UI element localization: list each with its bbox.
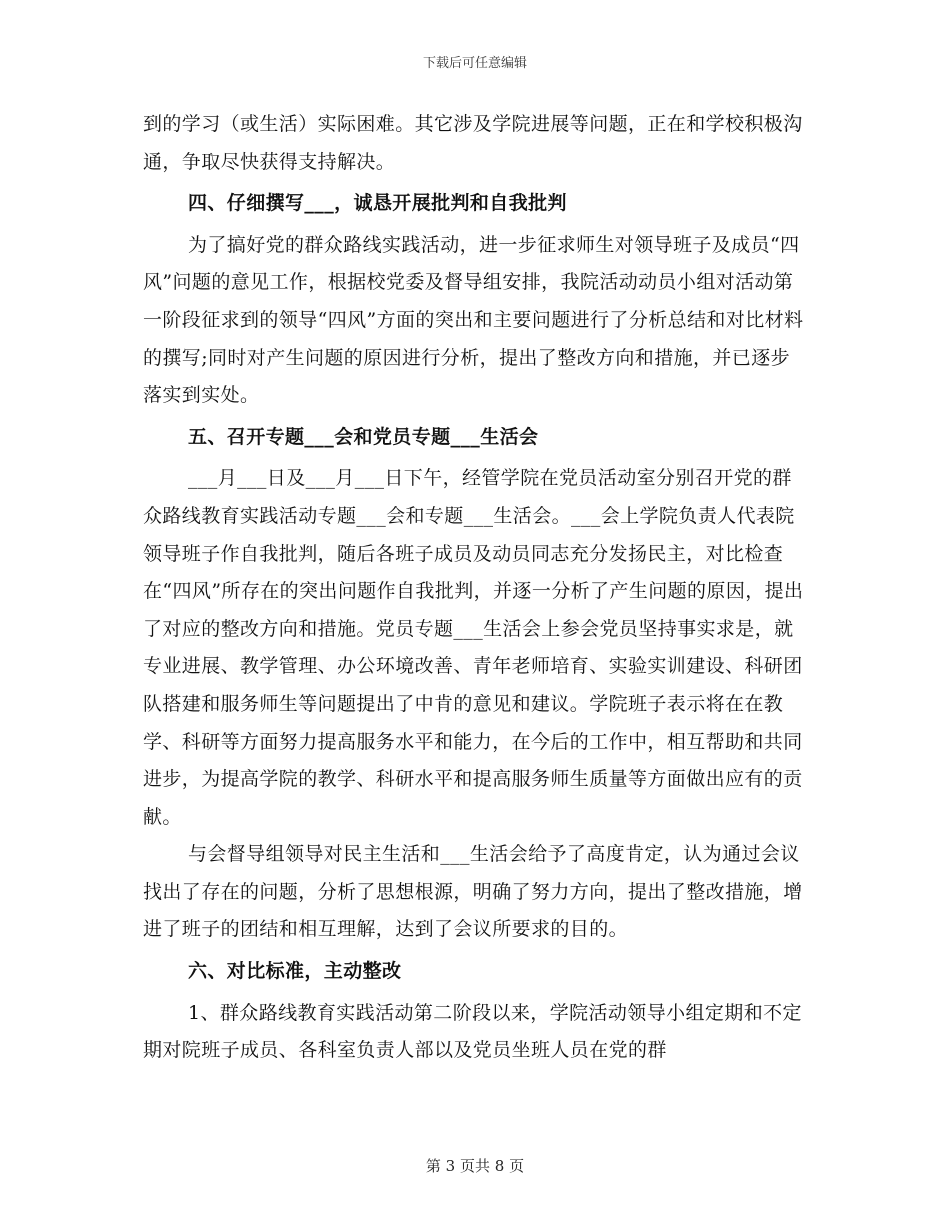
paragraph-section-5-review: 与会督导组领导对民主生活和___生活会给予了高度肯定，认为通过会议找出了存在的问题，分析了思想根源，明确了努力方向，提出了整改措施，增进了班子的团结和相互理解，达到了会议所要求的目的。 (143, 843, 803, 941)
section-heading-6: 六、对比标准，主动整改 (188, 960, 402, 983)
paragraph-section-6-item-1: 1、群众路线教育实践活动第二阶段以来，学院活动领导小组定期和不定期对院班子成员、各科室负责人部以及党员坐班人员在党的群 (143, 1001, 802, 1062)
section-heading-5: 五、召开专题___会和党员专题___生活会 (188, 425, 539, 448)
section-heading-4: 四、仔细撰写___，诚恳开展批判和自我批判 (188, 192, 567, 215)
paragraph-section-5-meeting: ___月___日及___月___日下午，经管学院在党员活动室分别召开党的群众路线教育实践活动专题___会和专题___生活会。___会上学院负责人代表院领导班子作自我批判，随后各班子成员及动员同志充分发扬民主，对比检查在“四风”所存在的突出问题作自我批判，并逐一分析了产生问题的原因，提出了对应的整改方向和措施。党员专题___生活会上参会党员坚持事实求是，就专业进展、教学管理、办公环境改善、青年老师培育、实验实训建设、科研团队搭建和服务师生等问题提出了中肯的意见和建议。学院班子表示将在在教学、科研等方面努力提高服务水平和能力，在今后的工作中，相互帮助和共同进步，为提高学院的教学、科研水平和提高服务师生质量等方面做出应有的贡献。 (143, 467, 804, 828)
page-footer-number: 第 3 页共 8 页 (425, 1157, 525, 1175)
document-body (143, 106, 808, 1070)
paragraph-continuation: 到的学习（或生活）实际困难。其它涉及学院进展等问题，正在和学校积极沟通，争取尽快获得支持解决。 (143, 113, 803, 173)
paragraph-section-4: 为了搞好党的群众路线实践活动，进一步征求师生对领导班子及成员“四风”问题的意见工作，根据校党委及督导组安排，我院活动动员小组对活动第一阶段征求到的领导“四风”方面的突出和主要问题进行了分析总结和对比材料的撰写;同时对产生问题的原因进行分析，提出了整改方向和措施，并已逐步落实到实处。 (143, 233, 804, 407)
page-header-note: 下载后可任意编辑 (422, 56, 527, 71)
